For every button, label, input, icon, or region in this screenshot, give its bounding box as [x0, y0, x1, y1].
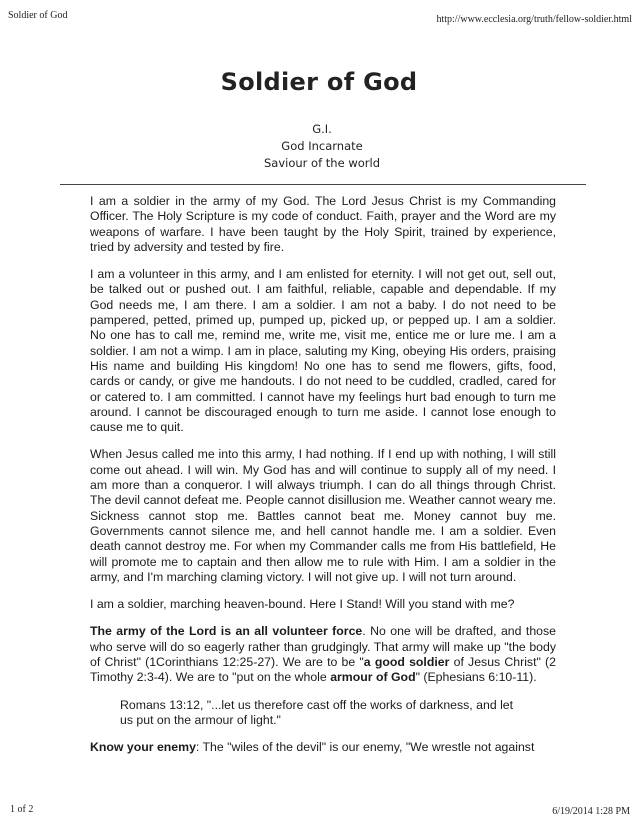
subtitle-line-saviour: Saviour of the world: [264, 156, 380, 170]
document-title: Soldier of God: [220, 68, 418, 96]
text-segment: of Jesus Christ" (2 Timothy 2:3-4). We are to "put on the whole: [90, 655, 556, 685]
horizontal-divider: [60, 184, 586, 185]
bold-armour-of-god: armour of God: [330, 670, 416, 685]
header-page-title: Soldier of God: [8, 10, 68, 21]
paragraph-volunteer-force: [90, 624, 556, 685]
article-body: [90, 194, 556, 768]
header-url: http://www.ecclesia.org/truth/fellow-soldier.html: [436, 14, 632, 25]
bold-good-soldier: a good soldier: [363, 655, 450, 670]
text-segment: : The "wiles of the devil" is our enemy, "We wrestle not against: [195, 740, 535, 755]
footer-timestamp: 6/19/2014 1:28 PM: [552, 806, 630, 817]
paragraph-know-enemy: [90, 740, 556, 755]
paragraph-heaven-bound: I am a soldier, marching heaven-bound. Here I Stand! Will you stand with me?: [90, 597, 515, 612]
text-segment: . No one will be drafted, and those who serve will do so eagerly rather than grudgingly. That army will make up "the body of Christ" (1Corinthians 12:25-27). We are to be ": [90, 624, 557, 670]
paragraph-soldier-intro: I am a soldier in the army of my God. The Lord Jesus Christ is my Commanding Officer. The Holy Scripture is my code of conduct. Faith, prayer and the Word are my weapons of warfare. I have been taught by the Holy Spirit, trained by experience, tried by adversity and tested by fire.: [90, 194, 556, 254]
paragraph-jesus-called: When Jesus called me into this army, I had nothing. If I end up with nothing, I will still come out ahead. I will win. My God has and will continue to supply all of my need. I am more than a conqueror. I will always triumph. I can do all things through Christ. The devil cannot defeat me. People cannot disillusion me. Weather cannot weary me. Sickness cannot stop me. Battles cannot beat me. Money cannot buy me. Governments cannot silence me, and hell cannot handle me. I am a soldier. Even death cannot destroy me. For when my Commander calls me from His battlefield, He will promote me to captain and then allow me to rule with Him. I am a soldier in the army, and I'm marching claming victory. I will not give up. I will not turn around.: [90, 447, 556, 584]
text-segment: " (Ephesians 6:10-11).: [415, 670, 537, 685]
paragraph-volunteer: I am a volunteer in this army, and I am enlisted for eternity. I will not get out, sell out, be talked out or pushed out. I am faithful, reliable, capable and dependable. If my God needs me, I am there. I am a soldier. I am not a baby. I do not need to be pampered, petted, primed up, pumped up, picked up, or pepped up. I am a soldier. No one has to call me, remind me, write me, visit me, entice me or lure me. I am a soldier. I am not a wimp. I am in place, saluting my King, obeying His orders, praising His name and building His kingdom! No one has to send me flowers, gifts, food, cards or candy, or give me handouts. I do not need to be cuddled, cradled, cared for or catered to. I am committed. I cannot have my feelings hurt bad enough to turn me around. I cannot be discouraged enough to turn me aside. I cannot lose enough to cause me to quit.: [90, 267, 556, 435]
quote-romans: Romans 13:12, "...let us therefore cast off the works of darkness, and let us put on the armour of light.": [120, 697, 514, 727]
bold-volunteer-force: The army of the Lord is an all volunteer force: [90, 624, 363, 639]
footer-page-count: 1 of 2: [10, 804, 34, 815]
subtitle-line-god-incarnate: God Incarnate: [281, 139, 363, 153]
bold-know-your-enemy: Know your enemy: [90, 740, 196, 755]
subtitle-line-gi: G.I.: [312, 122, 332, 136]
